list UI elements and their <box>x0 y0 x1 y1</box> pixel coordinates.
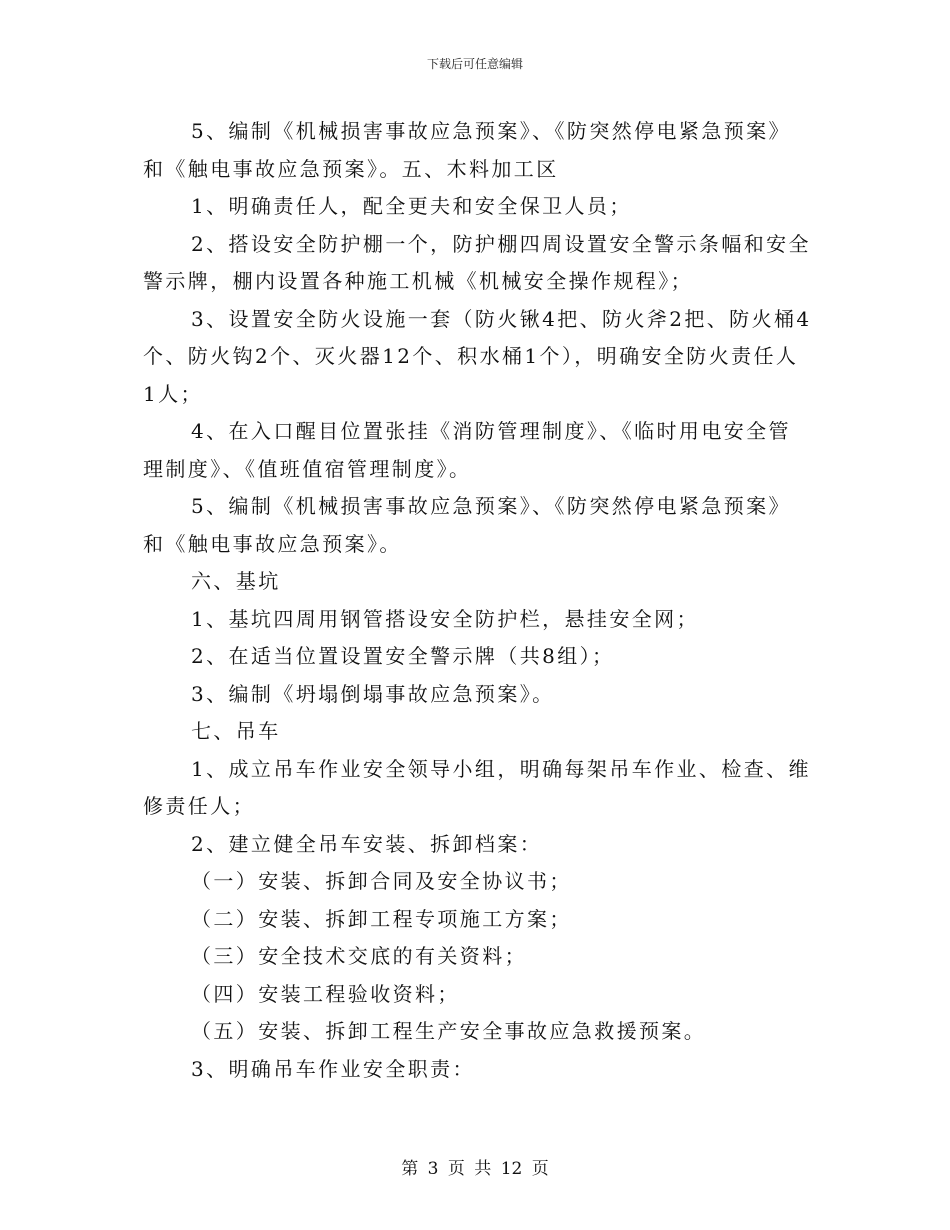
paragraph-line: 2、在适当位置设置安全警示牌（共8组）； <box>191 644 615 668</box>
page-footer: 第 3 页 共 12 页 <box>401 1159 549 1179</box>
paragraph-line: 和《触电事故应急预案》。 <box>143 531 402 556</box>
list-item: （四）安装工程验收资料； <box>191 981 460 1006</box>
paragraph-line: 个、防火钩2个、灭火器12个、积水桶1个），明确安全防火责任人 <box>143 344 799 368</box>
paragraph-line: 1、成立吊车作业安全领导小组，明确每架吊车作业、检查、维 <box>191 756 811 781</box>
list-item: （一）安装、拆卸合同及安全协议书； <box>191 869 572 893</box>
section-heading: 六、基坑 <box>191 569 281 593</box>
section-heading: 七、吊车 <box>191 719 281 743</box>
paragraph-line: 1人； <box>143 381 203 406</box>
paragraph-line: 1、明确责任人，配全更夫和安全保卫人员； <box>191 194 632 218</box>
paragraph-line: 3、编制《坍塌倒塌事故应急预案》。 <box>191 681 555 706</box>
paragraph-line: 2、搭设安全防护棚一个，防护棚四周设置安全警示条幅和安全 <box>191 231 811 256</box>
paragraph-line: 修责任人； <box>143 794 255 818</box>
paragraph-line: 2、建立健全吊车安装、拆卸档案： <box>191 831 543 856</box>
paragraph-line: 理制度》、《值班值宿管理制度》。 <box>143 456 472 481</box>
paragraph-line: 和《触电事故应急预案》。五、木料加工区 <box>143 156 559 181</box>
paragraph-line: 警示牌，棚内设置各种施工机械《机械安全操作规程》； <box>143 269 693 293</box>
paragraph-line: 3、设置安全防火设施一套（防火锹4把、防火斧2把、防火桶4 <box>191 306 812 331</box>
paragraph-line: 5、编制《机械损害事故应急预案》、《防突然停电紧急预案》 <box>191 494 791 518</box>
page-header: 下载后可任意编辑 <box>426 57 523 71</box>
list-item: （五）安装、拆卸工程生产安全事故应急救援预案。 <box>191 1019 707 1043</box>
paragraph-line: 5、编制《机械损害事故应急预案》、《防突然停电紧急预案》 <box>191 119 791 143</box>
list-item: （二）安装、拆卸工程专项施工方案； <box>191 906 572 931</box>
paragraph-line: 4、在入口醒目位置张挂《消防管理制度》、《临时用电安全管 <box>191 419 791 443</box>
paragraph-line: 3、明确吊车作业安全职责： <box>191 1056 475 1081</box>
document-body <box>143 113 812 1088</box>
paragraph-line: 1、基坑四周用钢管搭设安全防护栏，悬挂安全网； <box>191 606 699 631</box>
list-item: （三）安全技术交底的有关资料； <box>191 944 527 968</box>
